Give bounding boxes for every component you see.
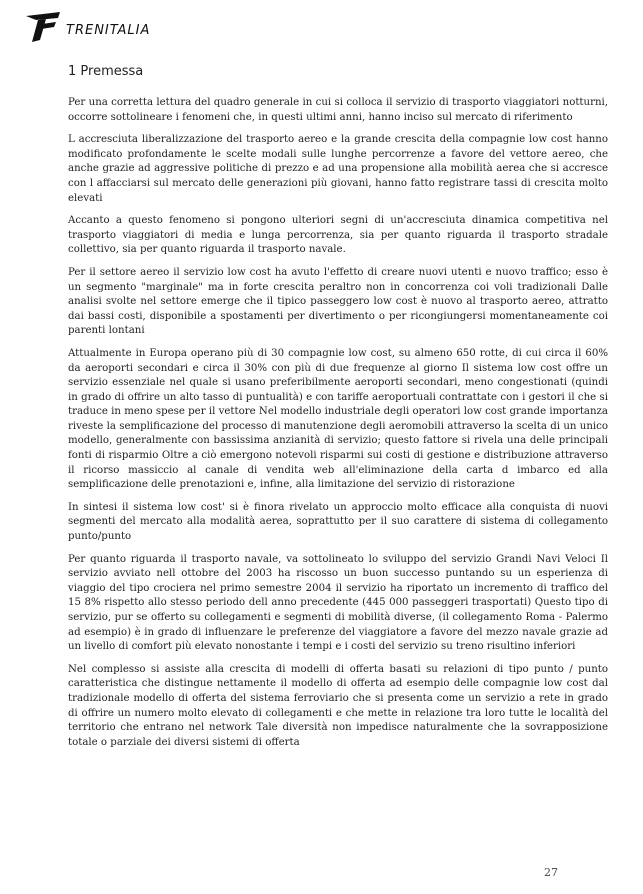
- paragraph: Per una corretta lettura del quadro generale in cui si colloca il servizio di trasporto viaggiatori notturni, occorre sottolineare i fenomeni che, in questi ultimi anni, hanno inciso sul mercato di riferimento: [68, 97, 608, 123]
- document-header: [22, 10, 322, 44]
- paragraph: Per il settore aereo il servizio low cost ha avuto l'effetto di creare nuovi utenti e nuovo traffico; esso è un segmento "marginale" ma in forte crescita peraltro non in concorrenza coi voli tradizionali Dalle analisi svolte nel settore emerge che il tipico passeggero low cost è nuovo al trasporto aereo, attratto dai bassi costi, disponibile a spostamenti per divertimento o per ricongiungersi momentaneamente coi parenti lontani: [68, 266, 608, 337]
- paragraph: L accresciuta liberalizzazione del trasporto aereo e la grande crescita della compagnie low cost hanno modificato profondamente le scelte modali sulle lunghe percorrenze a favore del vettore aereo, che anche grazie ad aggressive politiche di prezzo e ad una propensione alla mobilità aerea che si accresce con l affacciarsi sul mercato delle generazioni più giovani, hanno fatto registrare tassi di crescita molto elevati: [68, 134, 608, 204]
- document-body: [68, 96, 608, 758]
- section-title: 1 Premessa: [68, 64, 144, 79]
- paragraph: Accanto a questo fenomeno si pongono ulteriori segni di un'accresciuta dinamica competitiva nel trasporto viaggiatori di media e lunga percorrenza, sia per quanto riguarda il trasporto stradale collettivo, sia per quanto riguarda il trasporto navale.: [68, 215, 608, 256]
- paragraph: Nel complesso si assiste alla crescita di modelli di offerta basati su relazioni di tipo punto / punto caratteristica che distingue nettamente il modello di offerta ad esempio delle compagnie low cost dal tradizionale modello di offerta del sistema ferroviario che si presenta come un servizio a rete in grado di offrire un numero molto elevato di collegamenti e che mette in relazione tra loro tutte le località del territorio che entrano nel network Tale diversità non impedisce naturalmente che la sovrapposizione totale o parziale dei diversi sistemi di offerta: [68, 663, 608, 748]
- trenitalia-logo-icon: [22, 10, 64, 44]
- paragraph: Attualmente in Europa operano più di 30 compagnie low cost, su almeno 650 rotte, di cui circa il 60% da aeroporti secondari e circa il 30% con più di due frequenze al giorno Il sistema low cost offre un servizio essenziale nel quale si usano preferibilmente aeroporti secondari, meno congestionati (quindi in grado di offrire un alto tasso di puntualità) e con tariffe aeroportuali contrattate con i gestori il che si traduce in meno spese per il vettore Nel modello industriale degli operatori low cost grande importanza riveste la semplificazione del processo di manutenzione degli aeromobili attraverso la scelta di un unico modello, generalmente con bassissima anzianità di servizio; questo fattore si rivela una delle principali fonti di risparmio Oltre a ciò emergono notevoli risparmi sui costi di gestione e distribuzione attraverso il ricorso massiccio al canale di vendita web all'eliminazione della carta d imbarco ed alla semplificazione delle prenotazioni e, infine, alla limitazione del servizio di ristorazione: [68, 347, 608, 491]
- paragraph: Per quanto riguarda il trasporto navale, va sottolineato lo sviluppo del servizio Grandi Navi Veloci Il servizio avviato nell ottobre del 2003 ha riscosso un buon successo puntando su un esperienza di viaggio del tipo crociera nel primo semestre 2004 il servizio ha riportato un incremento di traffico del 15 8% rispetto allo stesso periodo dell anno precedente (445 000 passeggeri trasportati) Questo tipo di servizio, pur se offerto su collegamenti e segmenti di mobilità diverse, (il collegamento Roma - Palermo ad esempio) è in grado di influenzare le preferenze del viaggiatore a favore del mezzo navale grazie ad un livello di comfort più elevato nonostante i tempi e i costi del servizio su treno risultino inferiori: [68, 553, 608, 653]
- page-number: 27: [544, 866, 558, 879]
- brand-name: TRENITALIA: [66, 22, 151, 38]
- paragraph: In sintesi il sistema low cost' si è finora rivelato un approccio molto efficace alla conquista di nuovi segmenti del mercato alla modalità aerea, soprattutto per il suo carattere di sistema di collegamento punto/punto: [68, 501, 608, 543]
